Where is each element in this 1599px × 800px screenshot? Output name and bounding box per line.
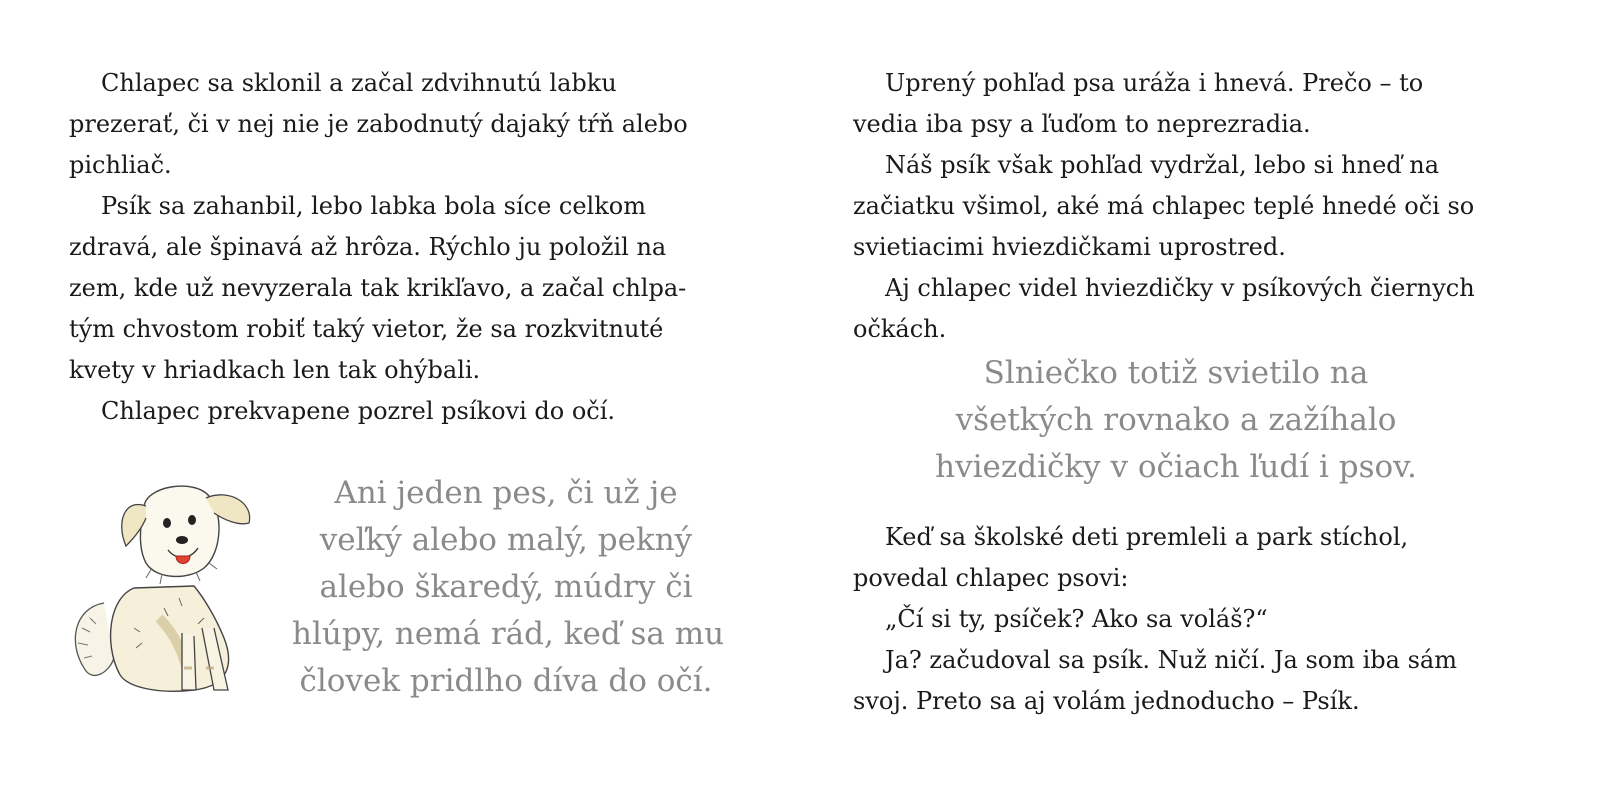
right-text-block-top	[853, 63, 1475, 350]
text-line: Psík sa zahanbil, lebo labka bola síce celkom	[101, 192, 646, 220]
pull-quote-line: Slniečko totiž svietilo na	[983, 355, 1369, 391]
text-line: prezerať, či v nej nie je zabodnutý dajaký tŕň alebo	[69, 110, 688, 138]
pull-quote-line: všetkých rovnako a zažíhalo	[955, 402, 1397, 438]
pull-quote-line: Ani jeden pes, či už je	[334, 475, 678, 511]
text-line: povedal chlapec psovi:	[853, 564, 1129, 592]
text-line: zdravá, ale špinavá až hrôza. Rýchlo ju položil na	[69, 233, 667, 261]
text-line: „Čí si ty, psíček? Ako sa voláš?“	[885, 605, 1268, 633]
text-line: pichliač.	[69, 151, 172, 179]
pull-quote-line: človek pridlho díva do očí.	[299, 663, 713, 699]
text-line: tým chvostom robiť taký vietor, že sa rozkvitnuté	[69, 315, 664, 343]
text-line: vedia iba psy a ľuďom to neprezradia.	[853, 110, 1311, 138]
text-line: Chlapec prekvapene pozrel psíkovi do očí.	[101, 397, 616, 425]
text-line: Aj chlapec videl hviezdičky v psíkových čiernych	[885, 274, 1475, 302]
text-line: očkách.	[853, 315, 947, 343]
text-line: Chlapec sa sklonil a začal zdvihnutú labku	[101, 69, 617, 97]
right-pull-quote	[920, 350, 1432, 491]
text-line: Ja? začudoval sa psík. Nuž ničí. Ja som iba sám	[885, 646, 1457, 674]
text-line: Keď sa školské deti premleli a park stíchol,	[885, 523, 1409, 551]
pull-quote-line: veľký alebo malý, pekný	[319, 522, 693, 558]
dog-illustration	[64, 468, 274, 708]
left-pull-quote	[292, 470, 725, 705]
text-line: začiatku všimol, aké má chlapec teplé hnedé oči so	[853, 192, 1475, 220]
right-page	[800, 0, 1599, 800]
text-line: svietiacimi hviezdičkami uprostred.	[853, 233, 1286, 261]
pull-quote-line: hviezdičky v očiach ľudí i psov.	[935, 449, 1417, 485]
pull-quote-line: alebo škaredý, múdry či	[319, 569, 693, 605]
text-line: Uprený pohľad psa uráža i hnevá. Prečo – to	[885, 69, 1424, 97]
pull-quote-line: hlúpy, nemá rád, keď sa mu	[292, 616, 725, 652]
text-line: zem, kde už nevyzerala tak krikľavo, a začal chlpa-	[69, 274, 687, 302]
text-line: svoj. Preto sa aj volám jednoducho – Psík.	[853, 687, 1360, 715]
text-line: kvety v hriadkach len tak ohýbali.	[69, 356, 481, 384]
left-text-block	[69, 63, 688, 432]
right-text-block-bottom	[853, 517, 1457, 722]
text-line: Náš psík však pohľad vydržal, lebo si hneď na	[885, 151, 1440, 179]
